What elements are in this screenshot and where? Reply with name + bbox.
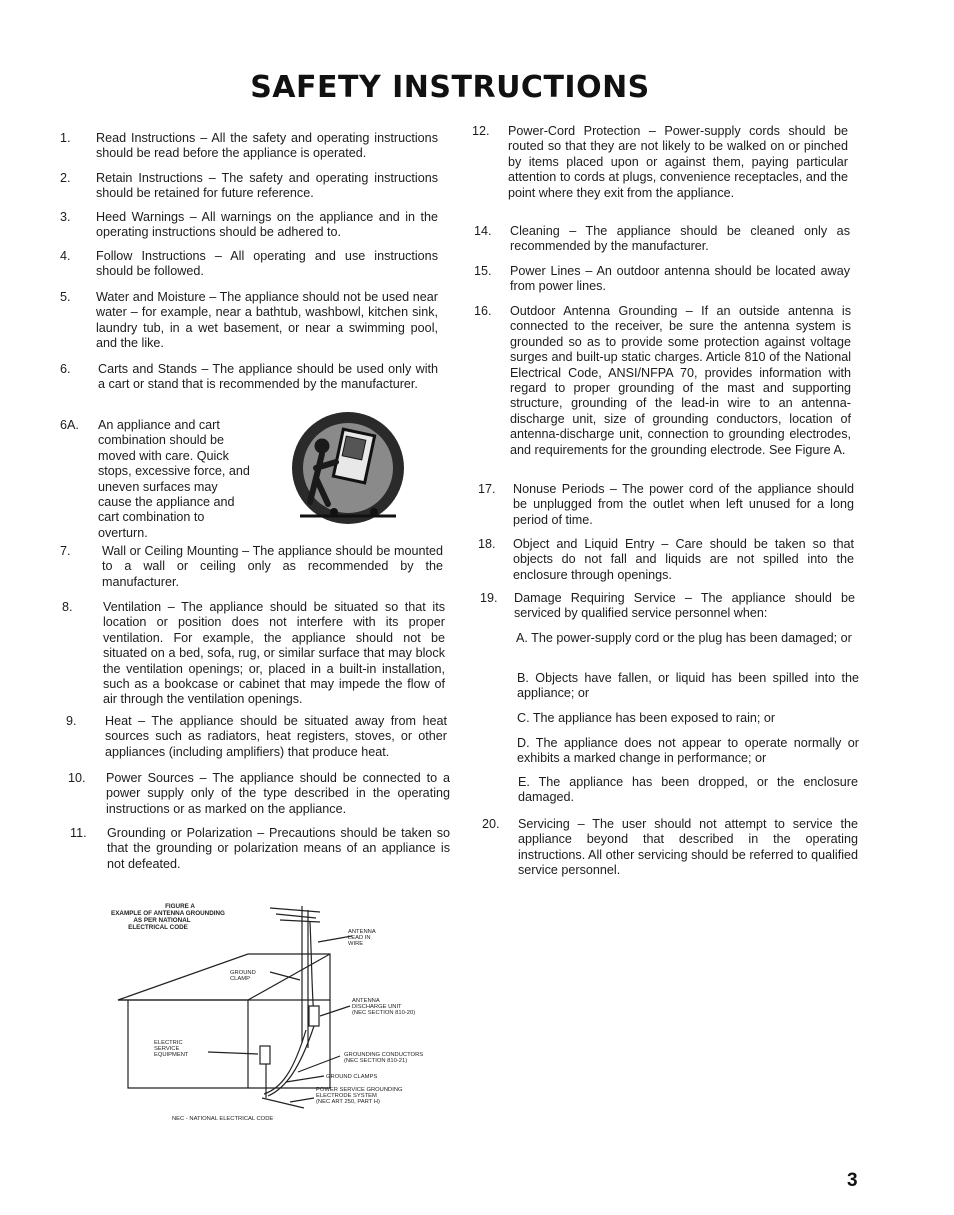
item-text: Power-Cord Protection – Power-supply cords should be routed so that they are not likely to be walked on or pinched by items placed upon or against them, paying particular attention to cords at plugs, convenience receptacles, and the point where they exit from the appliance. (508, 124, 848, 200)
figure-label: POWER SERVICE GROUNDING (316, 1087, 403, 1093)
item-number: 19. (480, 591, 498, 605)
sub-item (517, 736, 859, 767)
page-title: SAFETY INSTRUCTIONS (250, 70, 650, 105)
page-number: 3 (847, 1170, 858, 1191)
item-number: 17. (478, 482, 496, 496)
figure-title: EXAMPLE OF ANTENNA GROUNDING (111, 910, 225, 917)
sub-item-text: E. The appliance has been dropped, or the enclosure damaged. (518, 775, 858, 805)
item-text: Read Instructions – All the safety and operating instructions should be read before the appliance is operated. (96, 131, 438, 161)
figure-label: GROUNDING CONDUCTORS (344, 1052, 424, 1058)
item-number: 14. (474, 224, 492, 238)
item-number: 7. (60, 544, 71, 558)
item-number: 5. (60, 290, 71, 304)
item-text: Outdoor Antenna Grounding – If an outside antenna is connected to the receiver, be sure the antenna system is grounded so as to provide some protection against voltage surges and built-up static charges. Article 810 of the National Electrical Code, ANSI/NFPA 70, provides information with regard to proper grounding of the mast and supporting structure, grounding of the lead-in wire to an antenna-discharge unit, size of grounding conductors, location of antenna-discharge unit, connection to grounding electrodes, and requirements for the grounding electrode. See Figure A. (510, 304, 851, 457)
item-number: 18. (478, 537, 496, 551)
item-text: Power Lines – An outdoor antenna should be located away from power lines. (510, 264, 850, 294)
item-text: Water and Moisture – The appliance should not be used near water – for example, near a bathtub, washbowl, kitchen sink, laundry tub, in a wet basement, or near a swimming pool, and the like. (96, 290, 438, 351)
figure-label: (NEC ART 250, PART H) (316, 1099, 380, 1105)
figure-label: GROUND CLAMPS (326, 1074, 378, 1080)
item-text: Grounding or Polarization – Precautions should be taken so that the grounding or polarization means of an appliance is not defeated. (107, 826, 450, 871)
item-text: Ventilation – The appliance should be situated so that its location or position does not interfere with its proper ventilation. For example, the appliance should not be situated on a bed, sofa, rug, or similar surface that may block the ventilation openings; or, placed in a built-in installation, such as a bookcase or cabinet that may impede the flow of air through the ventilation openings. (103, 600, 445, 707)
item-text: Servicing – The user should not attempt to service the appliance beyond that described in the operating instructions. All other servicing should be referred to qualified service personnel. (518, 817, 858, 878)
item-text: Carts and Stands – The appliance should be used only with a cart or stand that is recommended by the manufacturer. (98, 362, 438, 392)
figure-label: ELECTRODE SYSTEM (316, 1093, 377, 1099)
item-text: Power Sources – The appliance should be connected to a power supply only of the type described in the operating instructions or as marked on the appliance. (106, 771, 450, 816)
figure-label: (NEC SECTION 810-20) (352, 1010, 416, 1016)
item-text: Heed Warnings – All warnings on the appliance and in the operating instructions should be adhered to. (96, 210, 438, 240)
figure-label: LEAD IN (348, 935, 371, 941)
item-text: Follow Instructions – All operating and use instructions should be followed. (96, 249, 438, 279)
figure-footnote: NEC - NATIONAL ELECTRICAL CODE (172, 1116, 274, 1122)
figure-label: ELECTRIC (154, 1040, 183, 1046)
figure-title: AS PER NATIONAL (133, 917, 191, 924)
item-number: 8. (62, 600, 73, 614)
item-number: 20. (482, 817, 500, 831)
item-text: Damage Requiring Service – The appliance should be serviced by qualified service personnel when: (514, 591, 855, 621)
cart-warning-icon (286, 408, 412, 536)
figure-label: WIRE (348, 941, 364, 947)
item-number: 1. (60, 131, 71, 145)
item-text: Retain Instructions – The safety and operating instructions should be retained for future reference. (96, 171, 438, 201)
figure-label: ANTENNA (352, 998, 380, 1004)
sub-item-text: C. The appliance has been exposed to rain; or (517, 711, 776, 725)
item-text: Cleaning – The appliance should be cleaned only as recommended by the manufacturer. (510, 224, 850, 254)
item-number: 9. (66, 714, 77, 728)
item-text: An appliance and cart combination should be moved with care. Quick stops, excessive force, and uneven surfaces may cause the appliance and cart combination to overturn. (98, 418, 250, 540)
figure-label: (NEC SECTION 810-21) (344, 1058, 408, 1064)
item-number: 16. (474, 304, 492, 318)
item-number: 6. (60, 362, 71, 376)
item-number: 10. (68, 771, 86, 785)
item-number: 15. (474, 264, 492, 278)
sub-item (517, 671, 859, 702)
item-text: Wall or Ceiling Mounting – The appliance should be mounted to a wall or ceiling only as recommended by the manufacturer. (102, 544, 443, 589)
sub-item-text: A. The power-supply cord or the plug has been damaged; or (516, 631, 852, 645)
item-number: 6A. (60, 418, 79, 432)
sub-item (516, 631, 858, 646)
item-number: 4. (60, 249, 71, 263)
sub-item-text: D. The appliance does not appear to operate normally or exhibits a marked change in performance; or (517, 736, 859, 766)
figure-label: DISCHARGE UNIT (352, 1004, 402, 1010)
item-number: 2. (60, 171, 71, 185)
item-number: 11. (70, 826, 87, 840)
sub-item-text: B. Objects have fallen, or liquid has been spilled into the appliance; or (517, 671, 859, 701)
antenna-grounding-diagram (90, 898, 470, 1128)
sub-item (518, 775, 858, 806)
item-text: Nonuse Periods – The power cord of the appliance should be unplugged from the outlet when left unused for a long period of time. (513, 482, 854, 527)
item-number: 12. (472, 124, 490, 138)
item-number: 3. (60, 210, 71, 224)
item-text: Object and Liquid Entry – Care should be taken so that objects do not fall and liquids are not spilled into the enclosure through openings. (513, 537, 854, 582)
figure-label: EQUIPMENT (154, 1052, 189, 1058)
figure-label: CLAMP (230, 976, 250, 982)
figure-title: ELECTRICAL CODE (128, 924, 188, 931)
item-text: Heat – The appliance should be situated away from heat sources such as radiators, heat registers, stoves, or other appliances (including amplifiers) that produce heat. (105, 714, 447, 759)
figure-label: SERVICE (154, 1046, 180, 1052)
figure-title: FIGURE A (165, 903, 195, 910)
figure-label: GROUND (230, 970, 256, 976)
figure-label: ANTENNA (348, 929, 376, 935)
sub-item (517, 711, 859, 726)
